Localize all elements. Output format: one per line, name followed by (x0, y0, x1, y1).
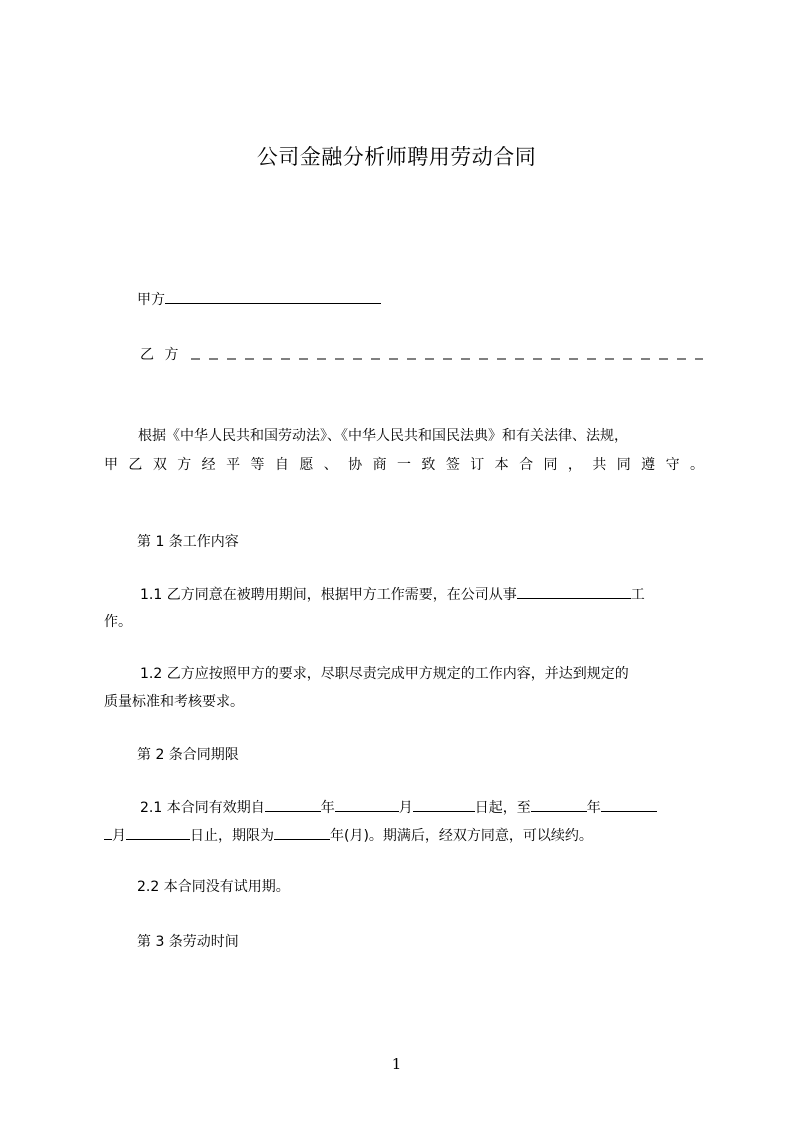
clause-1-1-line-2: 作。 (104, 614, 132, 630)
clause-1-1-text-end: 工 (630, 587, 645, 603)
party-a-label: 甲方 (137, 292, 165, 308)
clause-1-1-text: 1.1 乙方同意在被聘用期间，根据甲方工作需要，在公司从事 (140, 587, 517, 603)
job-title-blank (517, 584, 631, 599)
party-b-label: 乙 方 (140, 347, 182, 363)
page-number: 1 (391, 1055, 402, 1073)
clause-1-2-line-2: 质量标准和考核要求。 (104, 694, 244, 710)
unit-month-end: 月 (112, 828, 126, 844)
preamble-line-1: 根据《中华人民共和国劳动法》、《中华人民共和国民法典》和有关法律、法规， (138, 428, 628, 444)
start-day-blank (413, 797, 475, 812)
start-year-blank (265, 797, 321, 812)
end-month-blank-part2 (104, 825, 112, 840)
clause-1-1-line-1 (140, 584, 645, 605)
unit-day-end: 日止，期限为 (190, 828, 274, 844)
term-blank (274, 825, 330, 840)
document-title: 公司金融分析师聘用劳动合同 (256, 145, 537, 169)
section-1-heading: 第 1 条工作内容 (137, 534, 239, 550)
section-2-heading: 第 2 条合同期限 (137, 747, 239, 763)
end-year-blank (531, 797, 587, 812)
clause-2-1-line-1 (140, 797, 657, 818)
party-a-blank (165, 289, 381, 304)
clause-1-2-line-1: 1.2 乙方应按照甲方的要求，尽职尽责完成甲方规定的工作内容，并达到规定的 (140, 666, 629, 682)
party-b-blank (187, 345, 703, 365)
section-3-heading: 第 3 条劳动时间 (137, 934, 239, 950)
clause-2-1-line-2 (104, 825, 593, 846)
end-month-blank-part1 (601, 797, 657, 812)
clause-2-2: 2.2 本合同没有试用期。 (137, 879, 290, 895)
start-month-blank (335, 797, 399, 812)
clause-2-1-prefix: 2.1 本合同有效期自 (140, 800, 265, 816)
unit-month: 月 (398, 800, 413, 816)
preamble-line-2: 甲乙双方经平等自愿、协商一致签订本合同，共同遵守。 (104, 457, 704, 473)
unit-day-from: 日起，至 (474, 800, 531, 816)
unit-year: 年 (320, 800, 335, 816)
party-a-line (137, 289, 381, 310)
clause-2-1-suffix: 年(月)。期满后，经双方同意，可以续约。 (330, 828, 593, 844)
unit-year-end: 年 (586, 800, 601, 816)
end-day-blank (126, 825, 190, 840)
